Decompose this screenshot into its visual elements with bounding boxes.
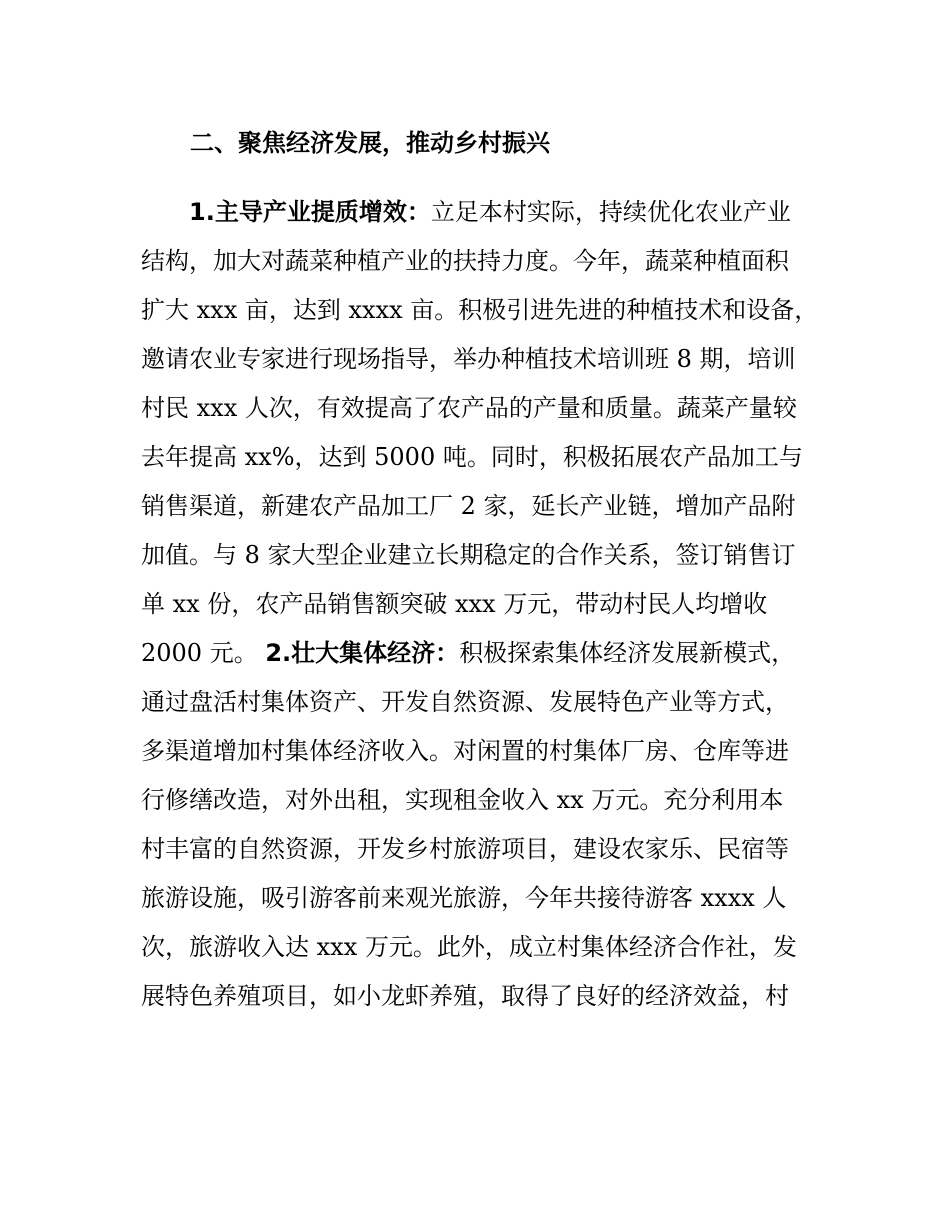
text-line: 多渠道增加村集体经济收入。对闲置的村集体厂房、仓库等进	[141, 737, 789, 765]
text-line: 邀请农业专家进行现场指导，举办种植技术培训班 8 期，培训	[141, 345, 796, 373]
text-line: 销售渠道，新建农产品加工厂 2 家，延长产业链，增加产品附	[141, 492, 796, 520]
line-text: 立足本村实际，持续优化农业产业	[430, 198, 791, 226]
text-line: 加值。与 8 家大型企业建立长期稳定的合作关系，签订销售订	[141, 541, 796, 569]
text-line: 村民 xxx 人次，有效提高了农产品的产量和质量。蔬菜产量较	[141, 394, 797, 422]
section-heading: 二、聚焦经济发展，推动乡村振兴	[190, 129, 550, 157]
line-text: 2000 元。	[141, 639, 258, 667]
text-line: 行修缮改造，对外出租，实现租金收入 xx 万元。充分利用本	[141, 786, 784, 814]
text-line	[141, 188, 821, 237]
line-text: 积极探索集体经济发展新模式，	[459, 639, 796, 667]
text-line: 次，旅游收入达 xxx 万元。此外，成立村集体经济合作社，发	[141, 933, 797, 961]
text-line: 展特色养殖项目，如小龙虾养殖，取得了良好的经济效益，村	[141, 982, 789, 1010]
item1-term: 1.主导产业提质增效：	[189, 198, 431, 226]
text-line: 去年提高 xx%，达到 5000 吨。同时，积极拓展农产品加工与	[141, 443, 803, 471]
document-body	[141, 188, 821, 1021]
text-line: 村丰富的自然资源，开发乡村旅游项目，建设农家乐、民宿等	[141, 835, 789, 863]
text-line: 扩大 xxx 亩，达到 xxxx 亩。积极引进先进的种植技术和设备，	[141, 296, 819, 324]
text-line: 单 xx 份，农产品销售额突破 xxx 万元，带动村民人均增收	[141, 590, 768, 618]
text-line	[141, 629, 821, 678]
text-line: 结构，加大对蔬菜种植产业的扶持力度。今年，蔬菜种植面积	[141, 247, 789, 275]
item2-term: 2.壮大集体经济：	[265, 639, 460, 667]
text-line: 旅游设施，吸引游客前来观光旅游，今年共接待游客 xxxx 人	[141, 884, 787, 912]
text-line: 通过盘活村集体资产、开发自然资源、发展特色产业等方式，	[141, 688, 789, 716]
